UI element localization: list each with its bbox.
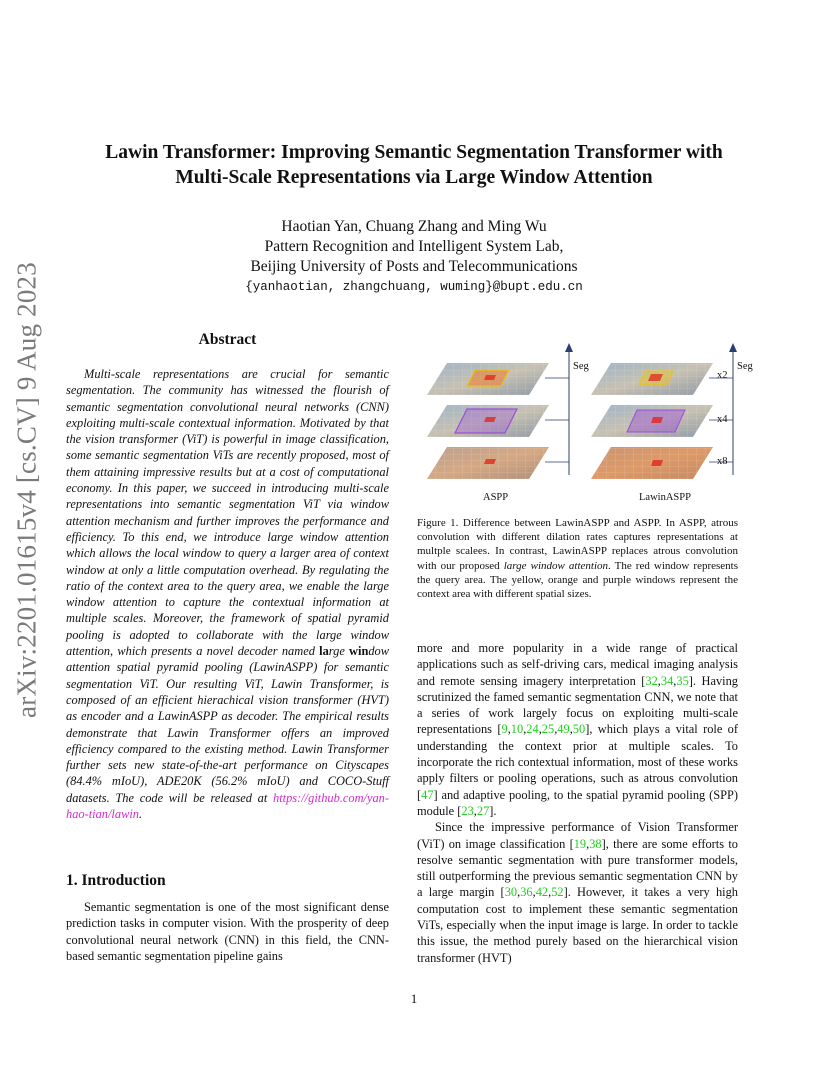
citation-comma: , xyxy=(517,885,521,900)
citation-link[interactable]: 49 xyxy=(557,722,570,737)
lawinaspp-label: LawinASPP xyxy=(639,492,691,503)
abstract-highlight-la: la xyxy=(319,644,329,659)
caption-text-2: . The red window represents the query area. The yellow, orange and purple windows represent the context area with different spatial sizes. xyxy=(417,559,738,601)
scale-label-x8: x8 xyxy=(717,456,728,467)
citation-link[interactable]: 24 xyxy=(526,722,539,737)
aspp-label: ASPP xyxy=(483,492,509,503)
page-number: 1 xyxy=(410,991,418,1006)
p2-text-b: ], there are some efforts to resolve semantic segmentation with pure transformer models, still outperforming the previous semantic segmentation CNN by a large margin [ xyxy=(417,836,738,900)
abstract-body-rge: rge xyxy=(328,644,350,659)
introduction-text: Semantic segmentation is one of the most significant dense prediction tasks in computer vision. With the prosperity of deep convolutional neural network (CNN) in this field, the CNN-based semantic segmentation pipeline gains xyxy=(66,900,389,963)
citation-comma: , xyxy=(507,722,511,737)
affiliation-line-1: Pattern Recognition and Intelligent System Lab, xyxy=(264,238,564,255)
citation-link[interactable]: 38 xyxy=(589,836,602,851)
citation-link[interactable]: 32 xyxy=(645,673,658,688)
citation-link[interactable]: 35 xyxy=(676,673,689,688)
author-block xyxy=(60,217,768,297)
paper-title xyxy=(60,140,768,190)
abstract-text xyxy=(66,366,389,822)
aspp-seg-label: Seg xyxy=(573,361,589,372)
caption-text-1: Figure 1. Difference between LawinASPP and ASPP. In ASPP, atrous convolution with different dilation rates captures representations at multple scalees. In contrast, LawinASPP replaces atrous convolution with our proposed xyxy=(417,517,738,572)
aspp-layer-top xyxy=(427,363,549,395)
scale-label-x4: x4 xyxy=(717,414,728,425)
lawinaspp-diagram xyxy=(591,343,754,503)
citation-link[interactable]: 10 xyxy=(510,722,524,737)
citation-comma: , xyxy=(548,885,552,900)
citation-comma: , xyxy=(538,722,542,737)
arxiv-identifier-text: arXiv:2201.01615v4 [cs.CV] 9 Aug 2023 xyxy=(11,262,42,718)
intro-paragraph-2 xyxy=(417,819,738,966)
p2-text-a: Since the impressive performance of Vision Transformer (ViT) on image classification [ xyxy=(417,820,738,851)
citation-link[interactable]: 9 xyxy=(501,722,508,737)
citation-comma: , xyxy=(586,836,590,851)
citation-link[interactable]: 19 xyxy=(573,836,587,851)
citation-comma: , xyxy=(569,722,573,737)
caption-italic: large window attention xyxy=(503,559,609,572)
author-email: {yanhaotian, zhangchuang, wuming}@bupt.edu.cn xyxy=(245,280,583,294)
citation-link[interactable]: 27 xyxy=(476,803,490,818)
p1-text-c: ], which plays a vital role of understanding the context prior at multiple scales. To incorporate the rich contextual information, most of these works apply filters or pooling operations, such as atrous convolution [ xyxy=(417,722,738,802)
figure-1-caption xyxy=(417,516,738,601)
aspp-diagram xyxy=(427,343,590,503)
author-names: Haotian Yan, Chuang Zhang and Ming Wu xyxy=(281,218,547,235)
intro-right-column xyxy=(417,640,738,966)
aspp-layer-bottom xyxy=(427,447,549,479)
citation-comma: , xyxy=(657,673,661,688)
title-line-1: Lawin Transformer: Improving Semantic Segmentation Transformer with xyxy=(105,142,723,163)
citation-link[interactable]: 36 xyxy=(520,885,533,900)
code-link[interactable]: https://github.com/yan-hao-tian/lawin xyxy=(66,790,389,822)
citation-link[interactable]: 30 xyxy=(504,885,518,900)
affiliation-line-2: Beijing University of Posts and Telecommunications xyxy=(250,258,578,275)
citation-link[interactable]: 52 xyxy=(551,885,564,900)
figure-1 xyxy=(417,340,757,508)
p1-text-b: ]. Having scrutinized the famed semantic segmentation CNN, we note that a series of work largely focus on exploiting multi-scale representations [ xyxy=(417,673,738,737)
figure-1-diagram xyxy=(417,340,757,508)
aspp-layer-middle xyxy=(427,405,549,437)
p1-text-d: ] and adaptive pooling, to the spatial pyramid pooling (SPP) module [ xyxy=(417,787,738,818)
abstract-end: . xyxy=(138,807,143,822)
lawinaspp-seg-label: Seg xyxy=(737,361,753,372)
citation-link[interactable]: 25 xyxy=(541,722,555,737)
intro-paragraph-1 xyxy=(417,640,738,819)
title-line-2: Multi-Scale Representations via Large Window Attention xyxy=(175,167,653,188)
abstract-body-1: Multi-scale representations are crucial for semantic segmentation. The community has witnessed the flourish of semantic segmentation convolutional neural networks (CNN) exploiting multi-scale contextual information. Motivated by that the vision transformer (ViT) is powerful in image classification, some semantic segmentation ViTs are recently proposed, most of them attaining impressive results but at a cost of computational economy. In this paper, we succeed in introducing multi-scale representations into semantic segmentation ViT via window attention mechanism and further improves the performance and efficiency. To this end, we introduce large window attention which allows the local window to query a larger area of context window at only a little computation overhead. By regulating the ratio of the context area to the query area, we enable the large window attention to capture the contextual information at multiple scales. Moreover, the framework of spatial pyramid pooling is adopted to collaborate with the large window attention, which presents a novel decoder named xyxy=(66,367,389,659)
citation-comma: , xyxy=(473,803,477,818)
lawinaspp-layer-middle xyxy=(591,405,713,437)
p1-text-e: ]. xyxy=(489,803,497,818)
citation-comma: , xyxy=(523,722,527,737)
p1-text-a: more and more popularity in a wide range of practical applications such as self-driving cars, medical imaging analysis and remote sensing imagery interpretation [ xyxy=(417,641,738,688)
citation-link[interactable]: 42 xyxy=(535,885,549,900)
scale-label-x2: x2 xyxy=(717,370,728,381)
citation-link[interactable]: 34 xyxy=(660,673,674,688)
citation-comma: , xyxy=(532,885,536,900)
arxiv-identifier xyxy=(4,262,50,718)
citation-comma: , xyxy=(673,673,677,688)
abstract-body-2: dow attention spatial pyramid pooling (LawinASPP) for semantic segmentation ViT. Our resulting ViT, Lawin Transformer, is composed of an efficient hierachical vision transformer (HVT) as encoder and a LawinASPP as decoder. The empirical results demonstrate that Lawin Transformer offers an improved efficiency compared to the existing method. Lawin Transformer further sets new state-of-the-art performance on Cityscapes (84.4% mIoU), ADE20K (56.2% mIoU) and COCO-Stuff datasets. The code will be released at xyxy=(66,644,389,805)
lawinaspp-layer-top xyxy=(591,363,713,395)
citation-comma: , xyxy=(554,722,558,737)
lawinaspp-layer-bottom xyxy=(591,447,713,479)
p2-text-c: ]. However, it takes a very high computation cost to implement these semantic segmentation ViTs, especially when the input image is large. In order to tackle this issue, the method purely based on the hierarchical vision transformer (HVT) xyxy=(417,885,738,965)
citation-link[interactable]: 23 xyxy=(461,803,474,818)
section-heading-introduction: 1. Introduction xyxy=(66,872,166,889)
abstract-highlight-win: win xyxy=(349,644,369,659)
citation-link[interactable]: 50 xyxy=(572,722,586,737)
abstract-heading: Abstract xyxy=(198,331,257,348)
citation-link[interactable]: 47 xyxy=(421,787,434,802)
